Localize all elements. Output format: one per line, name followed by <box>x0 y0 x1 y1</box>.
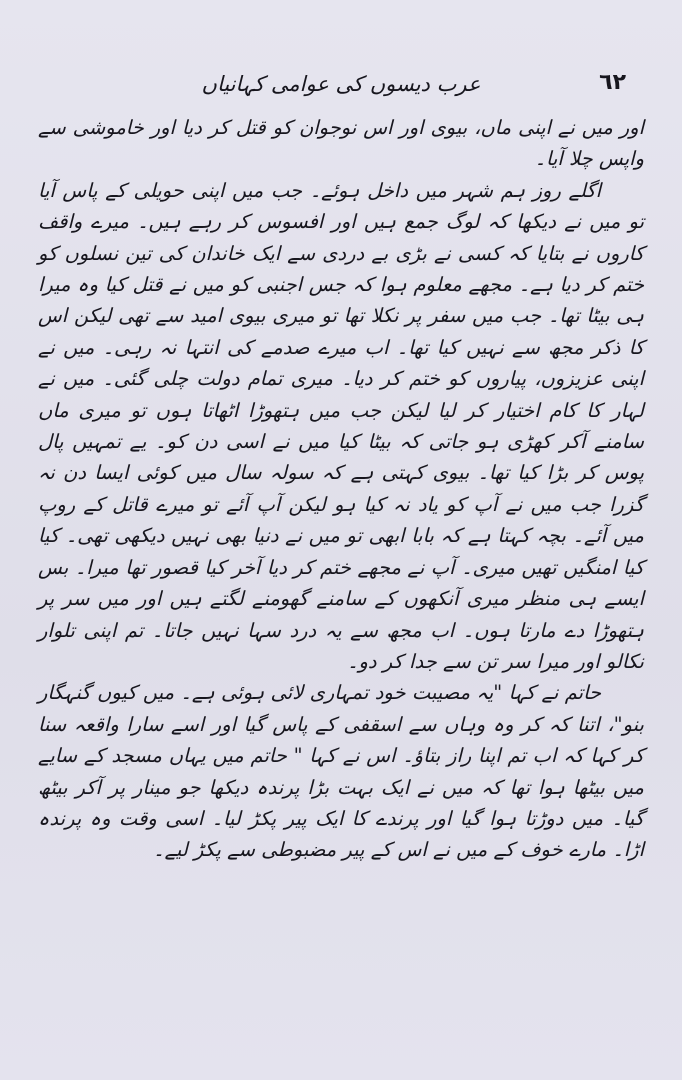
running-title: عرب دیسوں کی عوامی کہانیاں <box>201 72 481 96</box>
paragraph-2: اگلے روز ہم شہر میں داخل ہوئے۔ جب میں اپنی حویلی کے پاس آیا تو میں نے دیکھا کہ لوگ جمع ہیں اور افسوس کر رہے ہیں۔ میرے واقف کاروں نے بتایا کہ کسی نے بڑی بے دردی سے ایک خاندان کی تین نسلوں کو ختم کر دیا ہے۔ مجھے معلوم ہوا کہ جس اجنبی کو میں نے قتل کیا وہ میرا ہی بیٹا تھا۔ جب میں سفر پر نکلا تھا تو میری بیوی امید سے تھی لیکن اس کا ذکر مجھ سے نہیں کیا تھا۔ اب میرے صدمے کی انتہا نہ رہی۔ میں نے اپنی عزیزوں، پیاروں کو ختم کر دیا۔ میری تمام دولت چلی گئی۔ میں نے لہار کا کام اختیار کر لیا لیکن جب میں ہتھوڑا اٹھاتا ہوں تو میری ماں سامنے آکر کھڑی ہو جاتی کہ بیٹا کیا میں نے اسی دن کو۔ یے تمہیں پال پوس کر بڑا کیا تھا۔ بیوی کہتی ہے کہ سولہ سال میں کوئی ایسا دن نہ گزرا جب میں نے آپ کو یاد نہ کیا ہو لیکن آپ آئے تو میرے قاتل کے روپ میں آئے۔ بچہ کہتا ہے کہ بابا ابھی تو میں نے دنیا بھی نہیں دیکھی تھی۔ کیا کیا امنگیں تھیں میری۔ آپ نے مجھے ختم کر دیا آخر کیا قصور تھا میرا۔ بس ایسے ہی منظر میری آنکھوں کے سامنے گھومنے لگتے ہیں اور میں سر پر ہتھوڑا دے مارتا ہوں۔ اب مجھ سے یہ درد سہا نہیں جاتا۔ تم اپنی تلوار نکالو اور میرا سر تن سے جدا کر دو۔ <box>38 178 644 673</box>
body-text <box>38 112 644 866</box>
paragraph-1: اور میں نے اپنی ماں، بیوی اور اس نوجوان کو قتل کر دیا اور خاموشی سے واپس چلا آیا۔ <box>38 116 644 171</box>
page-header <box>40 66 642 110</box>
page-number: ٦٢ <box>599 70 626 95</box>
paragraph-3: حاتم نے کہا "یہ مصیبت خود تمہاری لائی ہوئی ہے۔ میں کیوں گنہگار بنو"، اتنا کہ کر وہ وہاں سے اسقفی کے پاس گیا اور اسے سارا واقعہ سنا کر کہا کہ اب تم اپنا راز بتاؤ۔ اس نے کہا " حاتم میں یہاں مسجد کے سایے میں بیٹھا ہوا تھا کہ میں نے ایک بہت بڑا پرندہ دیکھا جو مینار پر آکر بیٹھ گیا۔ میں دوڑتا ہوا گیا اور پرندے کا ایک پیر پکڑ لیا۔ اسی وقت وہ پرندہ اڑا۔ مارے خوف کے میں نے اس کے پیر مضبوطی سے پکڑ لیے۔ <box>38 681 644 862</box>
